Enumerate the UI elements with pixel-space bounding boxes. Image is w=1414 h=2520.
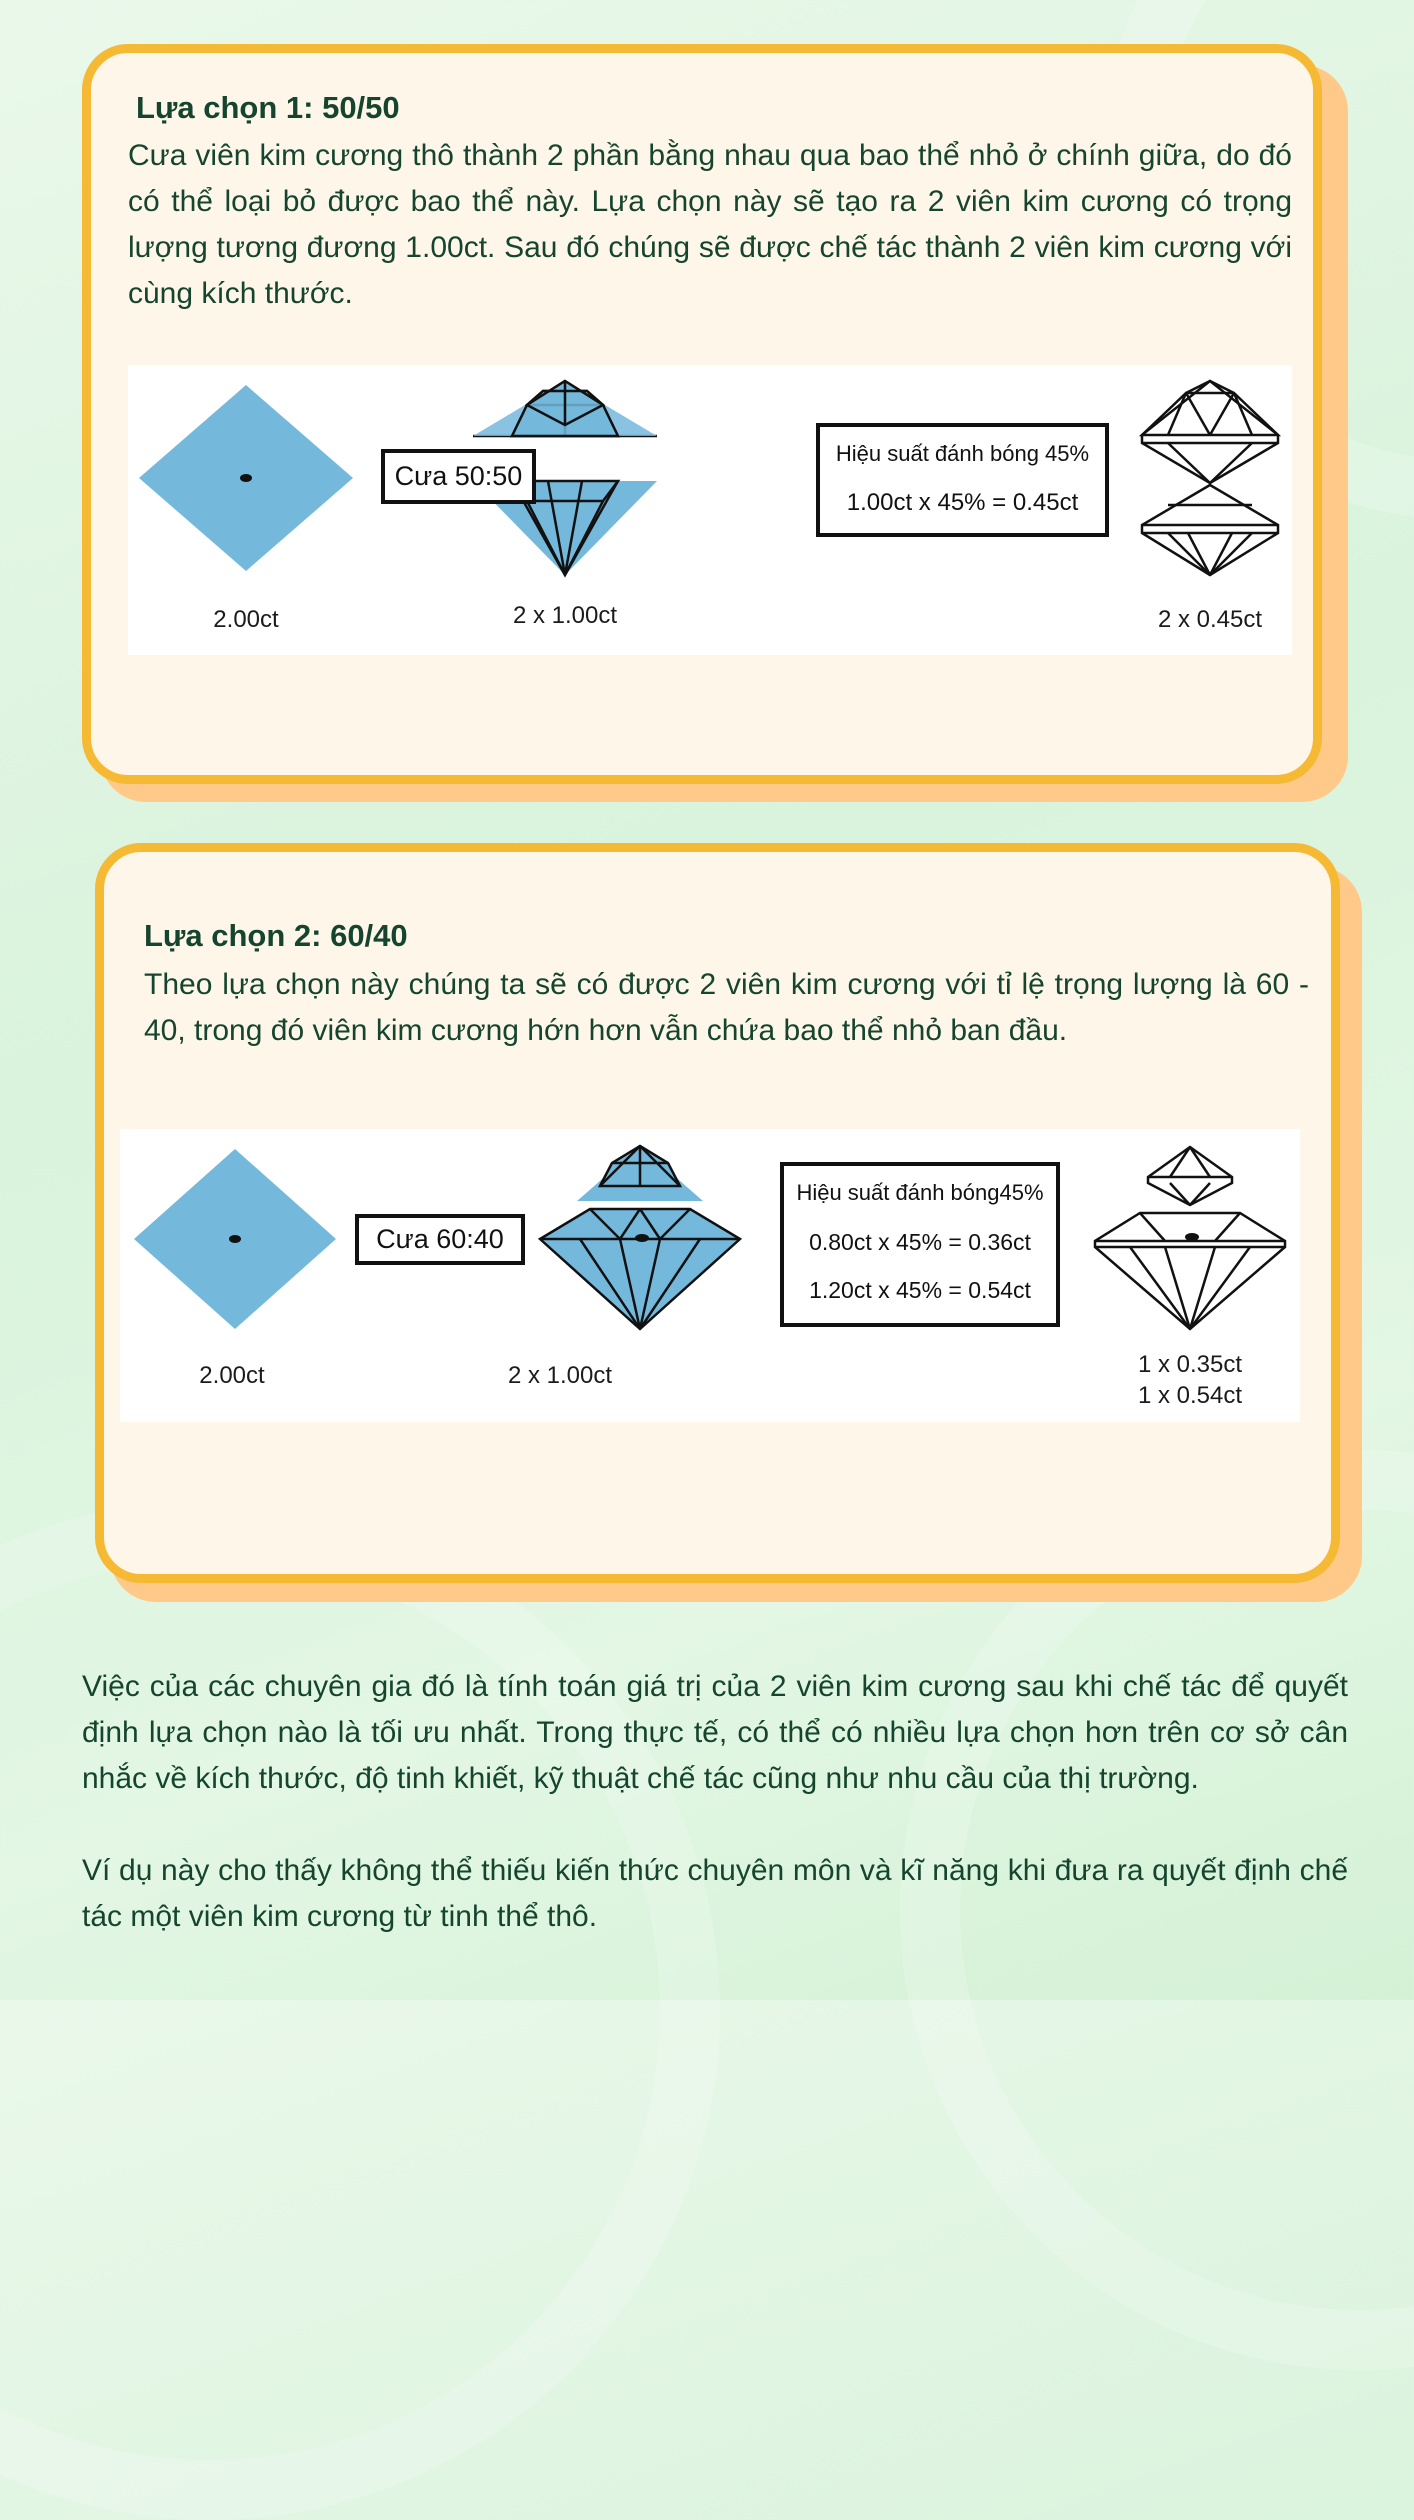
option1-cut-label: Cưa 50:50 <box>394 461 523 491</box>
option2-efficiency-line: 0.80ct x 45% = 0.36ct <box>809 1229 1031 1255</box>
option1-title: Lựa chọn 1: 50/50 <box>136 90 400 125</box>
option1-split-label: 2 x 1.00ct <box>512 602 618 629</box>
option2-result-label: 1 x 0.54ct <box>1137 1382 1243 1409</box>
background-swirl <box>0 1500 720 2520</box>
option2-title: Lựa chọn 2: 60/40 <box>144 918 408 953</box>
rough-diamond-icon <box>139 385 353 571</box>
option2-card <box>95 843 1340 1583</box>
option1-efficiency-box <box>816 423 1109 537</box>
option2-cut-box <box>355 1214 525 1265</box>
option2-rough-label: 2.00ct <box>199 1362 265 1389</box>
option1-description: Cưa viên kim cương thô thành 2 phần bằng nhau qua bao thể nhỏ ở chính giữa, do đó có thể loại bỏ được bao thể này. Lựa chọn này sẽ tạo ra 2 viên kim cương có trọng lượng tương đương 1.00ct. Sau đó chúng sẽ được chế tác thành 2 viên kim cương với cùng kích thước. <box>128 139 1292 310</box>
conclusion-paragraph: Việc của các chuyên gia đó là tính toán giá trị của 2 viên kim cương sau khi chế tác để quyết định lựa chọn nào là tối ưu nhất. Trong thực tế, có thể có nhiều lựa chọn hơn trên cơ sở cân nhắc về kích thước, độ tinh khiết, kỹ thuật chế tác cũng như nhu cầu của thị trường. <box>82 1670 1348 1795</box>
rough-diamond-icon <box>134 1149 336 1329</box>
option1-efficiency-line: 1.00ct x 45% = 0.45ct <box>846 489 1079 516</box>
option1-rough-label: 2.00ct <box>213 606 279 633</box>
option2-efficiency-title: Hiệu suất đánh bóng45% <box>796 1180 1044 1205</box>
option2-description: Theo lựa chọn này chúng ta sẽ có được 2 viên kim cương với tỉ lệ trọng lượng là 60 - 40, trong đó viên kim cương hớn hơn vẫn chứa bao thể nhỏ ban đầu. <box>144 968 1309 1047</box>
option2-efficiency-line: 1.20ct x 45% = 0.54ct <box>809 1277 1031 1303</box>
option2-diagram <box>120 1129 1300 1422</box>
option1-card <box>82 44 1322 784</box>
polished-diamond-icon <box>1095 1147 1285 1329</box>
option1-result-label: 2 x 0.45ct <box>1157 606 1263 633</box>
option1-cut-box <box>381 449 536 504</box>
split-diamond-icon <box>540 1146 740 1329</box>
option1-efficiency-title: Hiệu suất đánh bóng 45% <box>835 441 1090 466</box>
option2-efficiency-box <box>780 1162 1060 1327</box>
option2-split-label: 2 x 1.00ct <box>507 1362 613 1389</box>
option2-result-label: 1 x 0.35ct <box>1137 1351 1243 1378</box>
conclusion-paragraph: Ví dụ này cho thấy không thể thiếu kiến thức chuyên môn và kĩ năng khi đưa ra quyết định chế tác một viên kim cương từ tinh thể thô. <box>82 1854 1348 1933</box>
polished-diamond-icon <box>1142 381 1278 575</box>
option2-cut-label: Cưa 60:40 <box>376 1224 504 1254</box>
option1-diagram <box>128 365 1292 655</box>
